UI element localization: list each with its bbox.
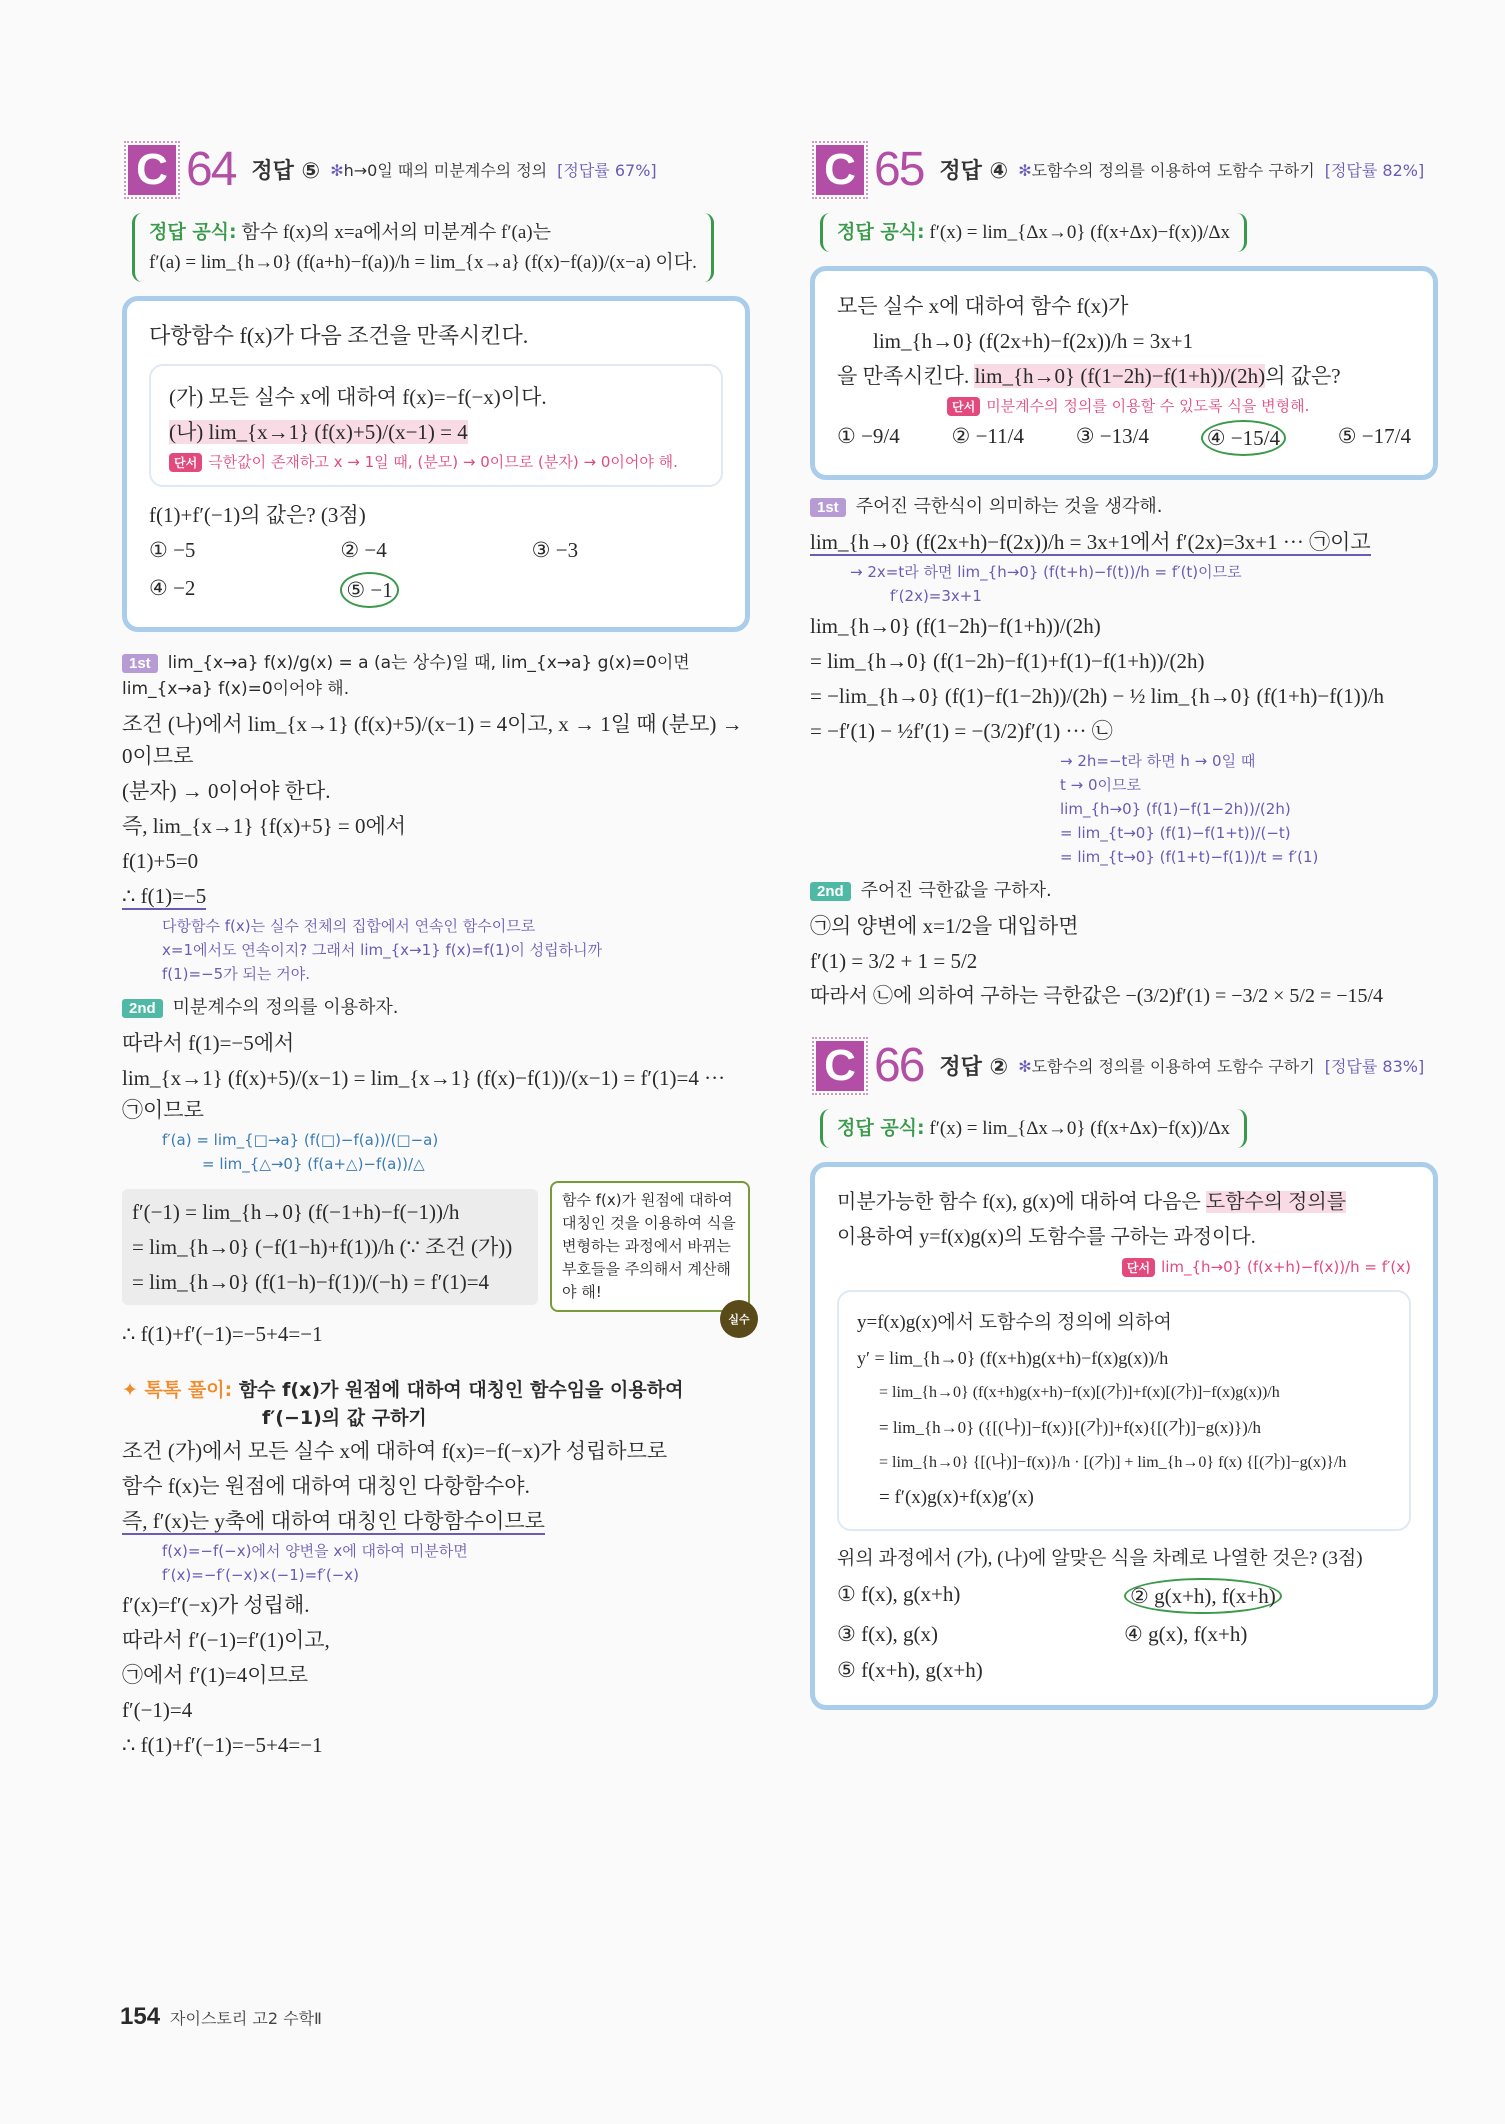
- solution-line: lim_{h→0} (f(1−2h)−f(1+h))/(2h): [810, 614, 1101, 638]
- choice-3[interactable]: ③ −3: [531, 538, 579, 562]
- alt-line: ∴ f(1)+f′(−1)=−5+4=−1: [122, 1733, 323, 1757]
- answer-label: 정답 ④: [939, 159, 1009, 184]
- choice-2[interactable]: ② −4: [340, 538, 387, 562]
- side-note: f′(a) = lim_{□→a} (f(□)−f(a))/(□−a): [162, 1131, 439, 1149]
- alt-line: f′(−1)=4: [122, 1698, 193, 1722]
- side-note-block: [1060, 750, 1438, 868]
- side-note: t → 0이므로: [1060, 776, 1141, 794]
- choice-1[interactable]: ① f(x), g(x+h): [837, 1582, 961, 1606]
- alt-solution-title-2: f′(−1)의 값 구하기: [262, 1407, 427, 1429]
- solution-line: lim_{h→0} (f(2x+h)−f(2x))/h = 3x+1에서 f′(2x)=3x+1 ··· ㉠이고: [810, 530, 1371, 554]
- process-line: y′ = lim_{h→0} (f(x+h)g(x+h)−f(x)g(x))/h: [857, 1348, 1169, 1368]
- accuracy-rate: [정답률 67%]: [557, 161, 657, 180]
- choice-5[interactable]: ⑤ −17/4: [1337, 424, 1411, 448]
- solution-line: lim_{x→1} (f(x)+5)/(x−1) = lim_{x→1} (f(x)−f(1))/(x−1) = f′(1)=4 ··· ㉠이므로: [122, 1066, 726, 1122]
- problem-stem: 을 만족시킨다. lim_{h→0} (f(1−2h)−f(1+h))/(2h)의 값은?: [837, 364, 1341, 388]
- process-line: = lim_{h→0} ({[(나)]−f(x)}[(가)]+f(x){[(가)]−g(x)})/h: [879, 1418, 1262, 1437]
- answer-label: 정답 ⑤: [251, 159, 321, 184]
- level-badge: C: [816, 145, 864, 195]
- alt-line: 따라서 f′(−1)=f′(1)이고,: [122, 1628, 330, 1652]
- step-2: 2nd 주어진 극한값을 구하자.: [810, 878, 1438, 904]
- accuracy-rate: [정답률 83%]: [1324, 1057, 1425, 1076]
- left-column: [122, 142, 750, 1764]
- question: 위의 과정에서 (가), (나)에 알맞은 식을 차례로 나열한 것은? (3점): [837, 1548, 1363, 1569]
- choice-4[interactable]: ④ −2: [149, 576, 196, 600]
- hint: 단서 lim_{h→0} (f(x+h)−f(x))/h = f′(x): [837, 1256, 1411, 1278]
- topic: ✻도함수의 정의를 이용하여 도함수 구하기: [1018, 1057, 1315, 1076]
- solution-line: 조건 (나)에서 lim_{x→1} (f(x)+5)/(x−1) = 4이고, x → 1일 때 (분모) → 0이므로: [122, 712, 743, 768]
- solution-line: (분자) → 0이어야 한다.: [122, 779, 331, 803]
- mistake-tip-bubble: 함수 f(x)가 원점에 대하여 대칭인 것을 이용하여 식을 변형하는 과정에서 바뀌는 부호들을 주의해서 계산해야 해!: [550, 1181, 750, 1312]
- choice-2[interactable]: ② −11/4: [951, 424, 1024, 448]
- problem-stem: lim_{h→0} (f(2x+h)−f(2x))/h = 3x+1: [873, 329, 1194, 353]
- problem-number: 64: [186, 143, 236, 196]
- question: f(1)+f′(−1)의 값은? (3점): [149, 503, 366, 527]
- solution-line: = lim_{h→0} (f(1−h)−f(1))/(−h) = f′(1)=4: [132, 1269, 490, 1294]
- answer-formula: 정답 공식: f′(x) = lim_{Δx→0} (f(x+Δx)−f(x))/Δx: [820, 213, 1247, 252]
- problem-number: 65: [874, 143, 924, 196]
- process-line: = lim_{h→0} (f(x+h)g(x+h)−f(x)[(가)]+f(x)[(가)]−f(x)g(x))/h: [879, 1384, 1280, 1401]
- side-note: → 2x=t라 하면 lim_{h→0} (f(t+h)−f(t))/h = f′(t)이므로: [850, 563, 1242, 581]
- problem-stem: 모든 실수 x에 대하여 함수 f(x)가: [837, 294, 1129, 318]
- page-footer: [120, 2003, 322, 2031]
- process-line: y=f(x)g(x)에서 도함수의 정의에 의하여: [857, 1312, 1172, 1333]
- choice-1[interactable]: ① −5: [149, 538, 196, 562]
- side-note: f′(2x)=3x+1: [890, 587, 982, 605]
- side-note: → 2h=−t라 하면 h → 0일 때: [1060, 752, 1256, 770]
- condition-ga: (가) 모든 실수 x에 대하여 f(x)=−f(−x)이다.: [169, 385, 547, 409]
- choice-5-correct[interactable]: ⑤ −1: [340, 572, 531, 608]
- step-2: 2nd 미분계수의 정의를 이용하자.: [122, 995, 750, 1021]
- problem-64-box: [122, 296, 750, 632]
- solution-65: [810, 494, 1438, 1012]
- side-note: lim_{h→0} (f(1)−f(1−2h))/(2h): [1060, 800, 1291, 818]
- side-note: 다항함수 f(x)는 실수 전체의 집합에서 연속인 함수이므로: [162, 917, 536, 935]
- solution-line: = −lim_{h→0} (f(1)−f(1−2h))/(2h) − ½ lim_{h→0} (f(1+h)−f(1))/h: [810, 684, 1385, 708]
- choice-3[interactable]: ③ −13/4: [1075, 424, 1149, 448]
- solution-line: f′(1) = 3/2 + 1 = 5/2: [810, 949, 978, 973]
- topic: ✻h→0일 때의 미분계수의 정의: [330, 161, 548, 180]
- alt-line: 조건 (가)에서 모든 실수 x에 대하여 f(x)=−f(−x)가 성립하므로: [122, 1439, 668, 1463]
- alt-solution-title: ✦ 톡톡 풀이: 함수 f(x)가 원점에 대하여 대칭인 함수임을 이용하여: [122, 1379, 684, 1401]
- level-badge: C: [128, 145, 176, 195]
- problem-66-header: [816, 1038, 1438, 1093]
- choice-2-correct[interactable]: ② g(x+h), f(x+h): [1124, 1578, 1411, 1614]
- problem-stem: 이용하여 y=f(x)g(x)의 도함수를 구하는 과정이다.: [837, 1226, 1256, 1248]
- problem-65-header: [816, 142, 1438, 197]
- topic: ✻도함수의 정의를 이용하여 도함수 구하기: [1018, 161, 1315, 180]
- alt-line: 함수 f(x)는 원점에 대하여 대칭인 다항함수야.: [122, 1474, 530, 1498]
- choice-4-correct[interactable]: ④ −15/4: [1201, 420, 1286, 456]
- solution-line: = lim_{h→0} (f(1−2h)−f(1)+f(1)−f(1+h))/(2h): [810, 649, 1205, 673]
- choice-5[interactable]: ⑤ f(x+h), g(x+h): [837, 1658, 983, 1682]
- side-note: f(1)=−5가 되는 거야.: [162, 965, 310, 983]
- process-line: = f′(x)g(x)+f(x)g′(x): [879, 1487, 1034, 1508]
- solution-line: = −f′(1) − ½f′(1) = −(3/2)f′(1) ··· ㉡: [810, 719, 1113, 743]
- solution-line: ∴ f(1)=−5: [122, 884, 207, 908]
- hint: 단서 극한값이 존재하고 x → 1일 때, (분모) → 0이므로 (분자) → 0이어야 해.: [169, 451, 703, 473]
- solution-line: 따라서 f(1)=−5에서: [122, 1031, 295, 1055]
- process-box: [837, 1290, 1411, 1531]
- side-note: f(x)=−f(−x)에서 양변을 x에 대하여 미분하면: [162, 1542, 468, 1560]
- highlight-box: [122, 1189, 538, 1305]
- conditions-box: [149, 364, 723, 487]
- choice-3[interactable]: ③ f(x), g(x): [837, 1622, 939, 1646]
- accuracy-rate: [정답률 82%]: [1324, 161, 1425, 180]
- conclusion: ∴ f(1)+f′(−1)=−5+4=−1: [122, 1322, 323, 1346]
- problem-66-box: [810, 1162, 1438, 1710]
- sparkle-icon: ✦: [122, 1379, 138, 1401]
- problem-65-box: [810, 266, 1438, 480]
- side-note: = lim_{△→0} (f(a+△)−f(a))/△: [202, 1155, 425, 1173]
- side-note: = lim_{t→0} (f(1+t)−f(1))/t = f′(1): [1060, 848, 1319, 866]
- solution-line: ㉠의 양변에 x=1/2을 대입하면: [810, 914, 1079, 938]
- side-note: f′(x)=−f′(−x)×(−1)=f′(−x): [162, 1566, 360, 1584]
- choice-1[interactable]: ① −9/4: [837, 424, 900, 448]
- solution-line: f′(−1) = lim_{h→0} (f(−1+h)−f(−1))/h: [132, 1199, 460, 1224]
- answer-formula: 정답 공식: f′(x) = lim_{Δx→0} (f(x+Δx)−f(x))/Δx: [820, 1109, 1247, 1148]
- step-1: 1st lim_{x→a} f(x)/g(x) = a (a는 상수)일 때, lim_{x→a} g(x)=0이면 lim_{x→a} f(x)=0이어야 해.: [122, 653, 690, 699]
- process-line: = lim_{h→0} {[(나)]−f(x)}/h · [(가)] + lim_{h→0} f(x) {[(가)]−g(x)}/h: [879, 1454, 1347, 1471]
- alt-line: ㉠에서 f′(1)=4이므로: [122, 1663, 309, 1687]
- solution-line: 즉, lim_{x→1} {f(x)+5} = 0에서: [122, 814, 407, 838]
- book-title: 자이스토리 고2 수학Ⅱ: [170, 2009, 322, 2028]
- level-badge: C: [816, 1041, 864, 1091]
- right-column: [810, 142, 1438, 1710]
- solution-line: f(1)+5=0: [122, 849, 199, 873]
- solution-line: = lim_{h→0} (−f(1−h)+f(1))/h (∵ 조건 (가)): [132, 1234, 513, 1259]
- page-number: 154: [120, 2003, 161, 2030]
- alt-line: f′(x)=f′(−x)가 성립해.: [122, 1593, 310, 1617]
- alt-line: 즉, f′(x)는 y축에 대하여 대칭인 다항함수이므로: [122, 1509, 545, 1533]
- answer-label: 정답 ②: [939, 1055, 1009, 1080]
- condition-na: (나) lim_{x→1} (f(x)+5)/(x−1) = 4: [169, 420, 468, 444]
- conclusion: 따라서 ㉡에 의하여 구하는 극한값은 −(3/2)f′(1) = −3/2 × 5/2 = −15/4: [810, 985, 1384, 1007]
- choice-4[interactable]: ④ g(x), f(x+h): [1124, 1622, 1248, 1646]
- side-note: = lim_{t→0} (f(1)−f(1+t))/(−t): [1060, 824, 1291, 842]
- problem-stem: 다항함수 f(x)가 다음 조건을 만족시킨다.: [149, 323, 529, 348]
- hint: 단서 미분계수의 정의를 이용할 수 있도록 식을 변형해.: [947, 395, 1411, 417]
- mistake-badge-icon: 실수: [720, 1300, 758, 1338]
- problem-stem: 미분가능한 함수 f(x), g(x)에 대하여 다음은 도함수의 정의를: [837, 1191, 1347, 1213]
- step-1: 1st 주어진 극한식이 의미하는 것을 생각해.: [810, 494, 1438, 520]
- solution-64: [122, 650, 750, 1761]
- answer-formula: 정답 공식: 함수 f(x)의 x=a에서의 미분계수 f′(a)는 f′(a) = lim_{h→0} (f(a+h)−f(a))/h = lim_{x→a} (f(x)−f(a))/(x−a) 이다.: [132, 213, 714, 282]
- side-note: x=1에서도 연속이지? 그래서 lim_{x→1} f(x)=f(1)이 성립하니까: [162, 941, 603, 959]
- problem-number: 66: [874, 1039, 924, 1092]
- problem-64-header: [128, 142, 750, 197]
